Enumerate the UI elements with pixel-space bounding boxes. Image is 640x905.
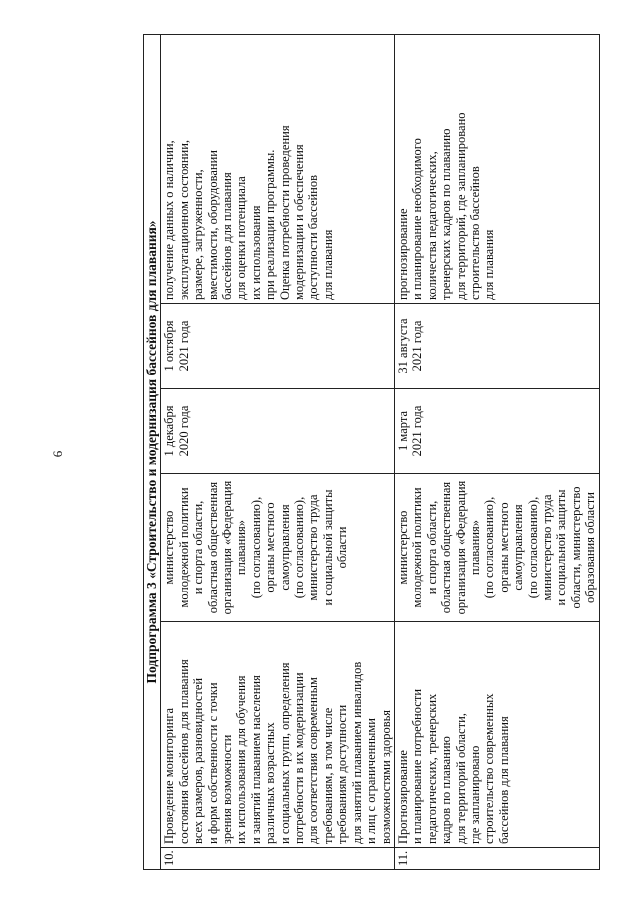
text-line: органы местного — [263, 502, 278, 593]
text-line: педагогических, тренерских — [424, 693, 439, 844]
result-cell — [394, 34, 599, 303]
start-date-cell — [394, 389, 599, 474]
text-line: самоуправления — [277, 504, 292, 591]
text-line: молодежной политики — [410, 487, 425, 608]
text-line: строительство современных — [482, 693, 497, 844]
text-line: 2021 года — [410, 320, 425, 372]
text-line: области — [335, 526, 350, 569]
text-line: молодежной политики — [176, 487, 191, 608]
text-line: кадров по плаванию — [439, 736, 454, 844]
text-line: министерство — [162, 510, 177, 585]
start-date-cell — [161, 389, 395, 474]
text-line: организация «Федерация — [453, 480, 468, 615]
text-line: 1 декабря — [162, 405, 177, 457]
result-cell — [161, 34, 395, 303]
text-line: и спорта области, — [191, 500, 206, 595]
text-line: прогнозирование — [395, 208, 410, 300]
text-line: (по согласованию), — [292, 496, 307, 599]
text-line: при реализации программы. — [263, 149, 278, 300]
text-line: для территорий, где запланировано — [453, 112, 468, 300]
text-line: министерство — [395, 510, 410, 585]
text-line: состояния бассейнов для плавания — [176, 659, 191, 844]
event-cell — [161, 622, 395, 848]
text-line: и социальной защиты — [554, 489, 569, 606]
text-line: Проведение мониторинга — [162, 707, 177, 844]
text-line: 2020 года — [176, 405, 191, 457]
page-number: 6 — [50, 450, 65, 458]
text-line: различных возрастных — [263, 722, 278, 844]
text-line: их использования — [248, 205, 263, 300]
text-line: их использования для обучения — [234, 675, 249, 844]
text-line: и занятий плаванием населения — [248, 675, 263, 844]
text-line: размере, загруженности, — [191, 169, 206, 300]
text-line: 2021 года — [410, 405, 425, 457]
text-line: эксплуатационном состоянии, — [176, 139, 191, 300]
text-line: доступности бассейнов — [306, 174, 321, 300]
table-row — [161, 34, 395, 869]
text-line: требованиям доступности — [335, 704, 350, 844]
text-line: органы местного — [496, 502, 511, 593]
text-line: и планирование потребности — [410, 688, 425, 844]
text-line: (по согласованию), — [482, 496, 497, 599]
row-number: 11. — [394, 848, 599, 870]
text-line: строительство бассейнов — [467, 166, 482, 300]
executors-cell — [161, 474, 395, 622]
text-line: организация «Федерация — [220, 480, 235, 615]
text-line: всех размеров, разновидностей — [191, 677, 206, 844]
text-line: 1 октября — [162, 320, 177, 372]
text-line: (по согласованию), — [248, 496, 263, 599]
event-cell — [394, 622, 599, 848]
text-line: областная общественная — [439, 481, 454, 614]
executors-cell — [394, 474, 599, 622]
text-line: Прогнозирование — [395, 750, 410, 844]
text-line: вместимости, оборудовании — [205, 150, 220, 300]
text-line: для оценки потенциала — [234, 176, 249, 300]
text-line: министерство труда — [539, 494, 554, 601]
end-date-cell — [394, 304, 599, 389]
text-line: самоуправления — [511, 504, 526, 591]
text-line: и социальной защиты — [320, 489, 335, 606]
text-line: и спорта области, — [424, 500, 439, 595]
subprogram-title: Подпрограмма 3 «Строительство и модернизация бассейнов для плавания» — [144, 34, 161, 869]
end-date-cell — [161, 304, 395, 389]
text-line: для плавания — [482, 229, 497, 300]
text-line: зрения возможности — [220, 734, 235, 844]
subprogram-table — [143, 34, 600, 870]
text-line: бассейнов для плавания — [220, 172, 235, 300]
text-line: 31 августа — [395, 318, 410, 374]
text-line: тренерских кадров по плаванию — [439, 128, 454, 300]
text-line: возможностями здоровья — [378, 709, 393, 844]
text-line: Оценка потребности проведения — [277, 125, 292, 300]
text-line: 2021 года — [176, 320, 191, 372]
text-line: для занятий плаванием инвалидов — [349, 661, 364, 844]
row-number: 10. — [161, 848, 395, 870]
text-line: модернизации и обеспечения — [292, 144, 307, 300]
rotated-page-content — [143, 35, 598, 870]
text-line: областная общественная — [205, 481, 220, 614]
text-line: и лиц с ограниченными — [364, 718, 379, 844]
text-line: и форм собственности с точки — [205, 682, 220, 844]
text-line: где запланировано — [467, 745, 482, 844]
text-line: для территорий области, — [453, 713, 468, 844]
text-line: для соответствия современным — [306, 677, 321, 844]
text-line: для плавания — [320, 229, 335, 300]
text-line: (по согласованию), — [525, 496, 540, 599]
text-line: и планирование необходимого — [410, 138, 425, 300]
text-line: области, министерство — [568, 486, 583, 609]
text-line: бассейнов для плавания — [496, 716, 511, 844]
text-line: плавания» — [467, 519, 482, 576]
text-line: образования области — [583, 492, 598, 603]
subprogram-title-row — [144, 34, 161, 869]
text-line: 1 марта — [395, 411, 410, 451]
text-line: министерство труда — [306, 494, 321, 601]
text-line: плавания» — [234, 519, 249, 576]
table-row — [394, 34, 599, 869]
text-line: и социальных групп, определения — [277, 662, 292, 844]
text-line: потребности в их модернизации — [292, 672, 307, 844]
text-line: количества педагогических, — [424, 151, 439, 300]
text-line: получение данных о наличии, — [162, 140, 177, 300]
text-line: требованиям, в том числе — [320, 707, 335, 844]
